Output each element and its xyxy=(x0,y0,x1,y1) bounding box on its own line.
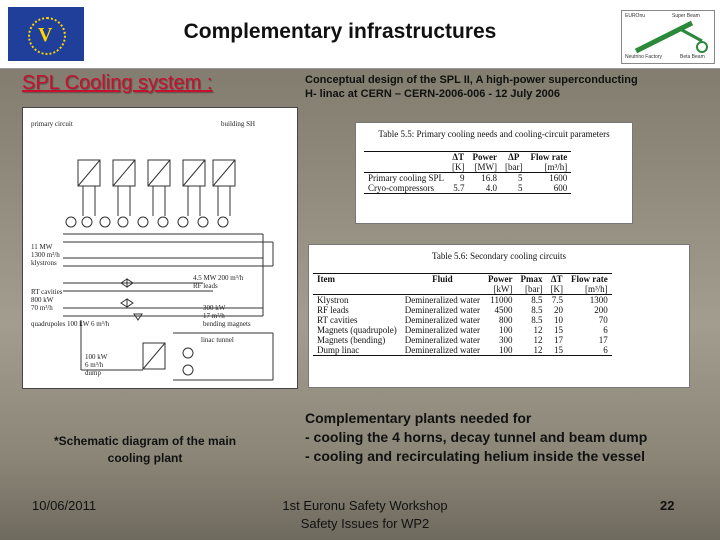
primary-cooling-table xyxy=(355,122,633,224)
table2-caption: Table 5.6: Secondary cooling circuits xyxy=(431,251,567,261)
dump-name: dump xyxy=(85,369,101,377)
table1-caption: Table 5.5: Primary cooling needs and cooling-circuit parameters xyxy=(378,129,610,139)
table-cell: 17 xyxy=(598,335,608,345)
table-row xyxy=(313,315,612,325)
table-cell: 7.5 xyxy=(551,295,563,305)
table-cell: 4500 xyxy=(494,305,513,315)
footer-event xyxy=(260,497,470,533)
table2-header-row xyxy=(313,274,612,285)
table-cell: 200 xyxy=(594,305,608,315)
table1-header-cell: Power xyxy=(469,152,502,163)
table1-grid xyxy=(364,151,571,194)
table-cell: 9 xyxy=(460,173,465,183)
reference-text xyxy=(305,73,705,101)
header-bar xyxy=(0,0,720,69)
table-cell: 1600 xyxy=(549,173,568,183)
table-row xyxy=(313,325,612,335)
secondary-cooling-table xyxy=(308,244,690,388)
table-row xyxy=(364,183,571,194)
table-cell: RF leads xyxy=(317,305,349,315)
bending-power: 300 kW xyxy=(203,304,226,312)
table-cell: Demineralized water xyxy=(404,295,480,305)
table2-header-cell: Pmax xyxy=(516,274,546,285)
table-cell: 15 xyxy=(553,325,563,335)
table-cell: 6 xyxy=(567,345,612,356)
table-cell: Magnets (bending) xyxy=(317,335,386,345)
table-cell: 1300 xyxy=(589,295,608,305)
table1-header-cell: Flow rate xyxy=(527,152,572,163)
table1-header-row xyxy=(364,152,571,163)
table-cell: Cryo-compressors xyxy=(364,183,448,194)
table2-unit-cell: [kW] xyxy=(484,284,517,295)
table-cell: 5.7 xyxy=(448,183,469,194)
label-rf-leads xyxy=(193,274,243,290)
logo-text-1: EUROnu xyxy=(625,13,646,19)
klystrons-power: 11 MW xyxy=(31,243,53,251)
rf-leads-values: 4.5 MW 200 m³/h xyxy=(193,274,244,282)
table-cell: 16.8 xyxy=(481,173,497,183)
table2-header-cell: Power xyxy=(484,274,517,285)
logo-text-4: Beta Beam xyxy=(680,54,705,60)
table2-unit-cell: [bar] xyxy=(516,284,546,295)
table-cell: Klystron xyxy=(317,295,349,305)
table-cell: 5 xyxy=(518,173,523,183)
footer-event-line-1: 1st Euronu Safety Workshop xyxy=(282,498,448,513)
table2-units-row xyxy=(313,284,612,295)
caption-line-1: *Schematic diagram of the main xyxy=(53,434,237,448)
table2-header-cell: Fluid xyxy=(401,274,484,285)
table2-unit-cell: [m³/h] xyxy=(567,284,612,295)
footer-date: 10/06/2011 xyxy=(32,498,97,513)
table1-unit-cell: [m³/h] xyxy=(527,162,572,173)
eu-flag-logo xyxy=(8,7,84,61)
reference-line-1: Conceptual design of the SPL II, A high-power superconducting xyxy=(305,74,638,86)
table-cell: 8.5 xyxy=(531,295,543,305)
plants-item: - cooling and recirculating helium inside the vessel xyxy=(305,448,645,464)
table2-unit-cell: [K] xyxy=(546,284,567,295)
slide-title: Complementary infrastructures xyxy=(183,20,497,43)
klystrons-flow: 1300 m³/h xyxy=(31,251,60,259)
v-glyph-icon: V xyxy=(38,24,53,46)
table-cell: RT cavities xyxy=(317,315,358,325)
cooling-schematic xyxy=(22,107,298,389)
table2-header-cell: Flow rate xyxy=(567,274,612,285)
label-klystrons xyxy=(31,243,60,267)
table-cell: 6 xyxy=(603,325,608,335)
table2-unit-cell xyxy=(401,284,484,295)
table-cell: 8.5 xyxy=(531,305,543,315)
table-row xyxy=(313,305,612,315)
table-cell: Demineralized water xyxy=(401,345,484,356)
table2-header-cell: Item xyxy=(313,274,401,285)
rt-cavities-name: RT cavities xyxy=(31,288,63,296)
table-row xyxy=(313,295,612,306)
table-cell: Demineralized water xyxy=(404,305,480,315)
table-row xyxy=(364,173,571,184)
table-cell: 600 xyxy=(527,183,572,194)
table-cell: 800 xyxy=(498,315,513,325)
table1-unit-cell: [bar] xyxy=(501,162,527,173)
label-linac-tunnel: linac tunnel xyxy=(201,336,234,344)
dump-power: 100 kW xyxy=(85,353,108,361)
table-cell: Demineralized water xyxy=(404,325,480,335)
table-cell: Demineralized water xyxy=(404,315,480,325)
table-cell: 17 xyxy=(553,335,563,345)
table1-unit-cell: [K] xyxy=(448,162,469,173)
rt-cavities-power: 800 kW xyxy=(31,296,54,304)
table-cell: 70 xyxy=(598,315,608,325)
label-dump xyxy=(85,353,107,377)
table-cell: 20 xyxy=(553,305,563,315)
bending-name: bending magnets xyxy=(203,320,251,328)
table1-header-cell xyxy=(364,152,448,163)
euronu-logo xyxy=(621,10,715,64)
plants-title: Complementary plants needed for xyxy=(305,410,532,426)
table-cell: 300 xyxy=(498,335,513,345)
table2-unit-cell xyxy=(313,284,401,295)
plants-item: - cooling the 4 horns, decay tunnel and beam dump xyxy=(305,429,648,445)
bending-flow: 17 m³/h xyxy=(203,312,225,320)
table-cell: Magnets (quadrupole) xyxy=(317,325,397,335)
caption-line-2: cooling plant xyxy=(107,451,183,465)
table1-unit-cell: [MW] xyxy=(469,162,502,173)
label-primary-circuit: primary circuit xyxy=(31,120,73,128)
table-cell: 12 xyxy=(516,345,546,356)
complementary-plants-text xyxy=(305,409,647,466)
table-row xyxy=(313,335,612,345)
schematic-caption xyxy=(20,433,270,467)
reference-line-2: H- linac at CERN – CERN-2006-006 - 12 July 2006 xyxy=(305,88,560,100)
table-cell: 11000 xyxy=(490,295,513,305)
table-row xyxy=(313,345,612,356)
table-cell: 5 xyxy=(501,183,527,194)
table2-header-cell: ΔT xyxy=(546,274,567,285)
table1-units-row xyxy=(364,162,571,173)
label-rt-cavities xyxy=(31,288,63,312)
table1-header-cell: ΔP xyxy=(501,152,527,163)
rf-leads-name: RF leads xyxy=(193,282,218,290)
table-cell: 12 xyxy=(533,335,543,345)
rt-cavities-flow: 70 m³/h xyxy=(31,304,53,312)
footer-event-line-2: Safety Issues for WP2 xyxy=(300,516,430,531)
page-number: 22 xyxy=(660,498,675,513)
table-cell: 100 xyxy=(484,345,517,356)
logo-text-3: Neutrino Factory xyxy=(625,54,662,60)
table-cell: 4.0 xyxy=(469,183,502,194)
table-cell: Dump linac xyxy=(313,345,401,356)
table-cell: Primary cooling SPL xyxy=(368,173,444,183)
table-cell: 12 xyxy=(533,325,543,335)
table-cell: 15 xyxy=(546,345,567,356)
table-cell: 10 xyxy=(553,315,563,325)
table-cell: 8.5 xyxy=(531,315,543,325)
schematic-drawing xyxy=(23,108,297,388)
label-quadrupoles: quadrupoles 100 kW 6 m³/h xyxy=(31,320,110,328)
table-cell: Demineralized water xyxy=(404,335,480,345)
table-cell: 100 xyxy=(498,325,513,335)
spl-cooling-heading: SPL Cooling system : xyxy=(22,72,213,94)
dump-flow: 6 m³/h xyxy=(85,361,104,369)
table1-unit-cell xyxy=(364,162,448,173)
klystrons-name: klystrons xyxy=(31,259,57,267)
table2-grid xyxy=(313,273,612,356)
logo-text-2: Super Beam xyxy=(672,13,700,19)
label-building: building SH xyxy=(221,120,256,128)
label-bending xyxy=(203,304,251,328)
table1-header-cell: ΔT xyxy=(448,152,469,163)
